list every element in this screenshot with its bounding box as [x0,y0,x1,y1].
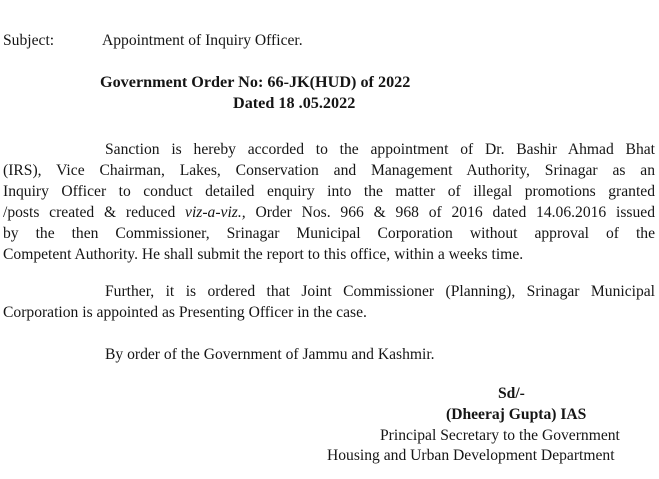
paragraph-1-line-3: Inquiry Officer to conduct detailed enquiry into the matter of illegal promotions granted [3,183,655,200]
signatory-department: Housing and Urban Development Department [327,447,615,464]
signatory-designation: Principal Secretary to the Government [380,427,620,444]
paragraph-1-line-4-start: /posts created & reduced [3,204,186,221]
order-date: Dated 18 .05.2022 [233,94,356,112]
paragraph-3: By order of the Government of Jammu and Kashmir. [105,346,435,363]
paragraph-1-line-2: (IRS), Vice Chairman, Lakes, Conservation and Management Authority, Srinagar as an [3,162,655,179]
subject-label: Subject: [3,32,55,49]
paragraph-1-line-6: Competent Authority. He shall submit the report to this office, within a weeks time. [3,246,524,263]
signatory-name: (Dheeraj Gupta) IAS [446,406,587,423]
paragraph-1-line-4 [3,205,655,221]
signature-sd: Sd/- [498,385,525,402]
paragraph-1-line-5: by the then Commissioner, Srinagar Municipal Corporation without approval of the [3,225,655,242]
order-number: Government Order No: 66-JK(HUD) of 2022 [100,73,411,91]
paragraph-1-line-4-end: Order Nos. 966 & 968 of 2016 dated 14.06.2016 issued [245,204,655,221]
paragraph-2-line-2: Corporation is appointed as Presenting Officer in the case. [3,304,367,321]
paragraph-1-line-4-italic: viz-a-viz., [185,204,246,221]
paragraph-2-line-1: Further, it is ordered that Joint Commissioner (Planning), Srinagar Municipal [105,283,655,300]
paragraph-1-line-1: Sanction is hereby accorded to the appointment of Dr. Bashir Ahmad Bhat [105,141,655,158]
subject-text: Appointment of Inquiry Officer. [102,32,303,49]
